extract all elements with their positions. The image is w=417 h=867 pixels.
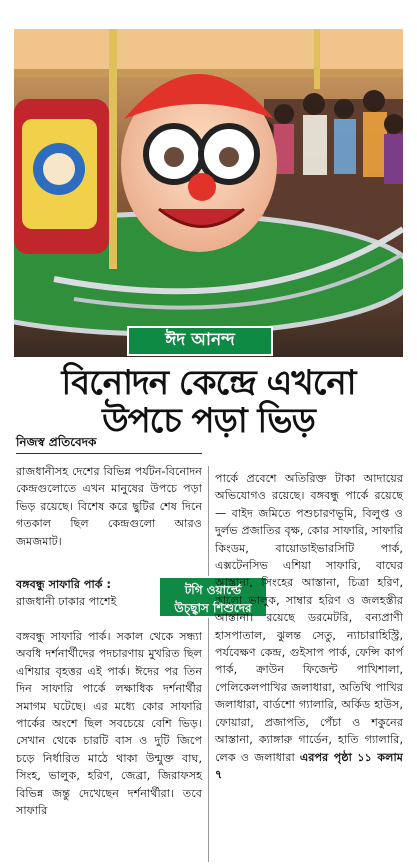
byline: নিজস্ব প্রতিবেদক — [16, 435, 97, 449]
headline-line-1: বিনোদন কেন্দ্রে এখনো — [61, 363, 356, 403]
intro-paragraph — [16, 463, 202, 550]
second-column — [215, 470, 403, 783]
subhead: বঙ্গবন্ধু সাফারি পার্ক : — [16, 578, 111, 591]
carousel-photo — [14, 29, 403, 357]
body-text-b: বঙ্গবন্ধু সাফারি পার্ক। সকাল থেকে সন্ধ্যা অবধি দর্শনার্থীদের পদচারণায় মুখরিত ছিল এশিয়ার বৃহত্তর এই পার্ক। ঈদের পর তিন দিন সাফারি পার্কে লক্ষাধিক দর্শনার্থীর সমাগম ঘটেছে। এর মধ্যে কোর সাফারি পার্কের অংশে ছিল সবচেয়ে বেশি ভিড়। সেখান থেকে চারটি বাস ও দুটি জিপে চড়ে নির্ধারিত মাঠে থাকা উন্মুক্ত বাঘ, সিংহ, ভালুক, হরিণ, জেব্রা, জিরাফসহ বিভিন্ন জন্তু দেখেছেন দর্শনার্থীরা। তবে সাফারি — [16, 630, 202, 818]
body-paragraph-b — [16, 628, 202, 819]
intro-text: রাজধানীসহ দেশের বিভিন্ন পর্যটন-বিনোদন কেন্দ্রগুলোতে এখন মানুষের উপচে পড়া ভিড় রয়েছে। বিশেষ করে ছুটির শেষ দিনে গতকাল ছিল কেন্দ্রগুলো আরও জমজমাট। — [16, 465, 202, 548]
byline-divider — [16, 453, 202, 454]
section-tag — [127, 326, 273, 356]
callout-line-1: টগি ওয়ার্ল্ডে — [184, 583, 242, 597]
photo-illustration — [14, 29, 403, 357]
body-text-a: রাজধানী ঢাকার পাশেই — [16, 595, 117, 608]
column-divider — [208, 466, 209, 862]
body-paragraph-a — [16, 593, 168, 610]
callout-line-2: উচ্ছ্বাস শিশুদের — [174, 601, 252, 615]
continuation-jump[interactable]: এরপর পৃষ্ঠা ১১ কলাম ৭ — [215, 750, 403, 781]
second-column-text: পার্কে প্রবেশে অতিরিক্ত টাকা আদায়ের অভিযোগও রয়েছে। বঙ্গবন্ধু পার্কে রয়েছে— বাইদ জমিতে পশুচারণভূমি, বিলুপ্ত ও দুর্লভ প্রজাতির বৃক্ষ, কোর সাফারি, সাফারি কিংডম, বায়োডাইভারসিটি পার্ক, এক্সটেনসিভ এশিয়া সাফারি, বাঘের আস্তানা, সিংহের আস্তানা, চিত্রা হরিণ, কালো ভালুক, সাম্বার হরিণ ও জলহস্তীর আস্তানা। রয়েছে ডরমেটরি, বন্যপ্রাণী হাসপাতাল, ঝুলন্ত সেতু, ন্যাচারাহিস্ট্রি, পর্যবেক্ষণ কেন্দ্র, গুইসাপ পার্ক, ফেন্সি কার্প পার্ক, ক্রাউন ফিজেন্ট পাখিশালা, পেলিকেলপাখির জলাধারা, অতিথি পাখির জলাধারা, বার্ডশো গ্যালারি, অর্কিড হাউস, ফোয়ারা, প্রজাপতি, পেঁচা ও শকুনের আস্তানা, ক্যাঙ্গারু গার্ডেন, হাতি গ্যালারি, লেক ও জলাধারা — [215, 472, 403, 764]
headline-line-2: উপচে পড়া ভিড় — [102, 401, 315, 441]
section-tag-label: ঈদ আনন্দ — [165, 330, 235, 350]
